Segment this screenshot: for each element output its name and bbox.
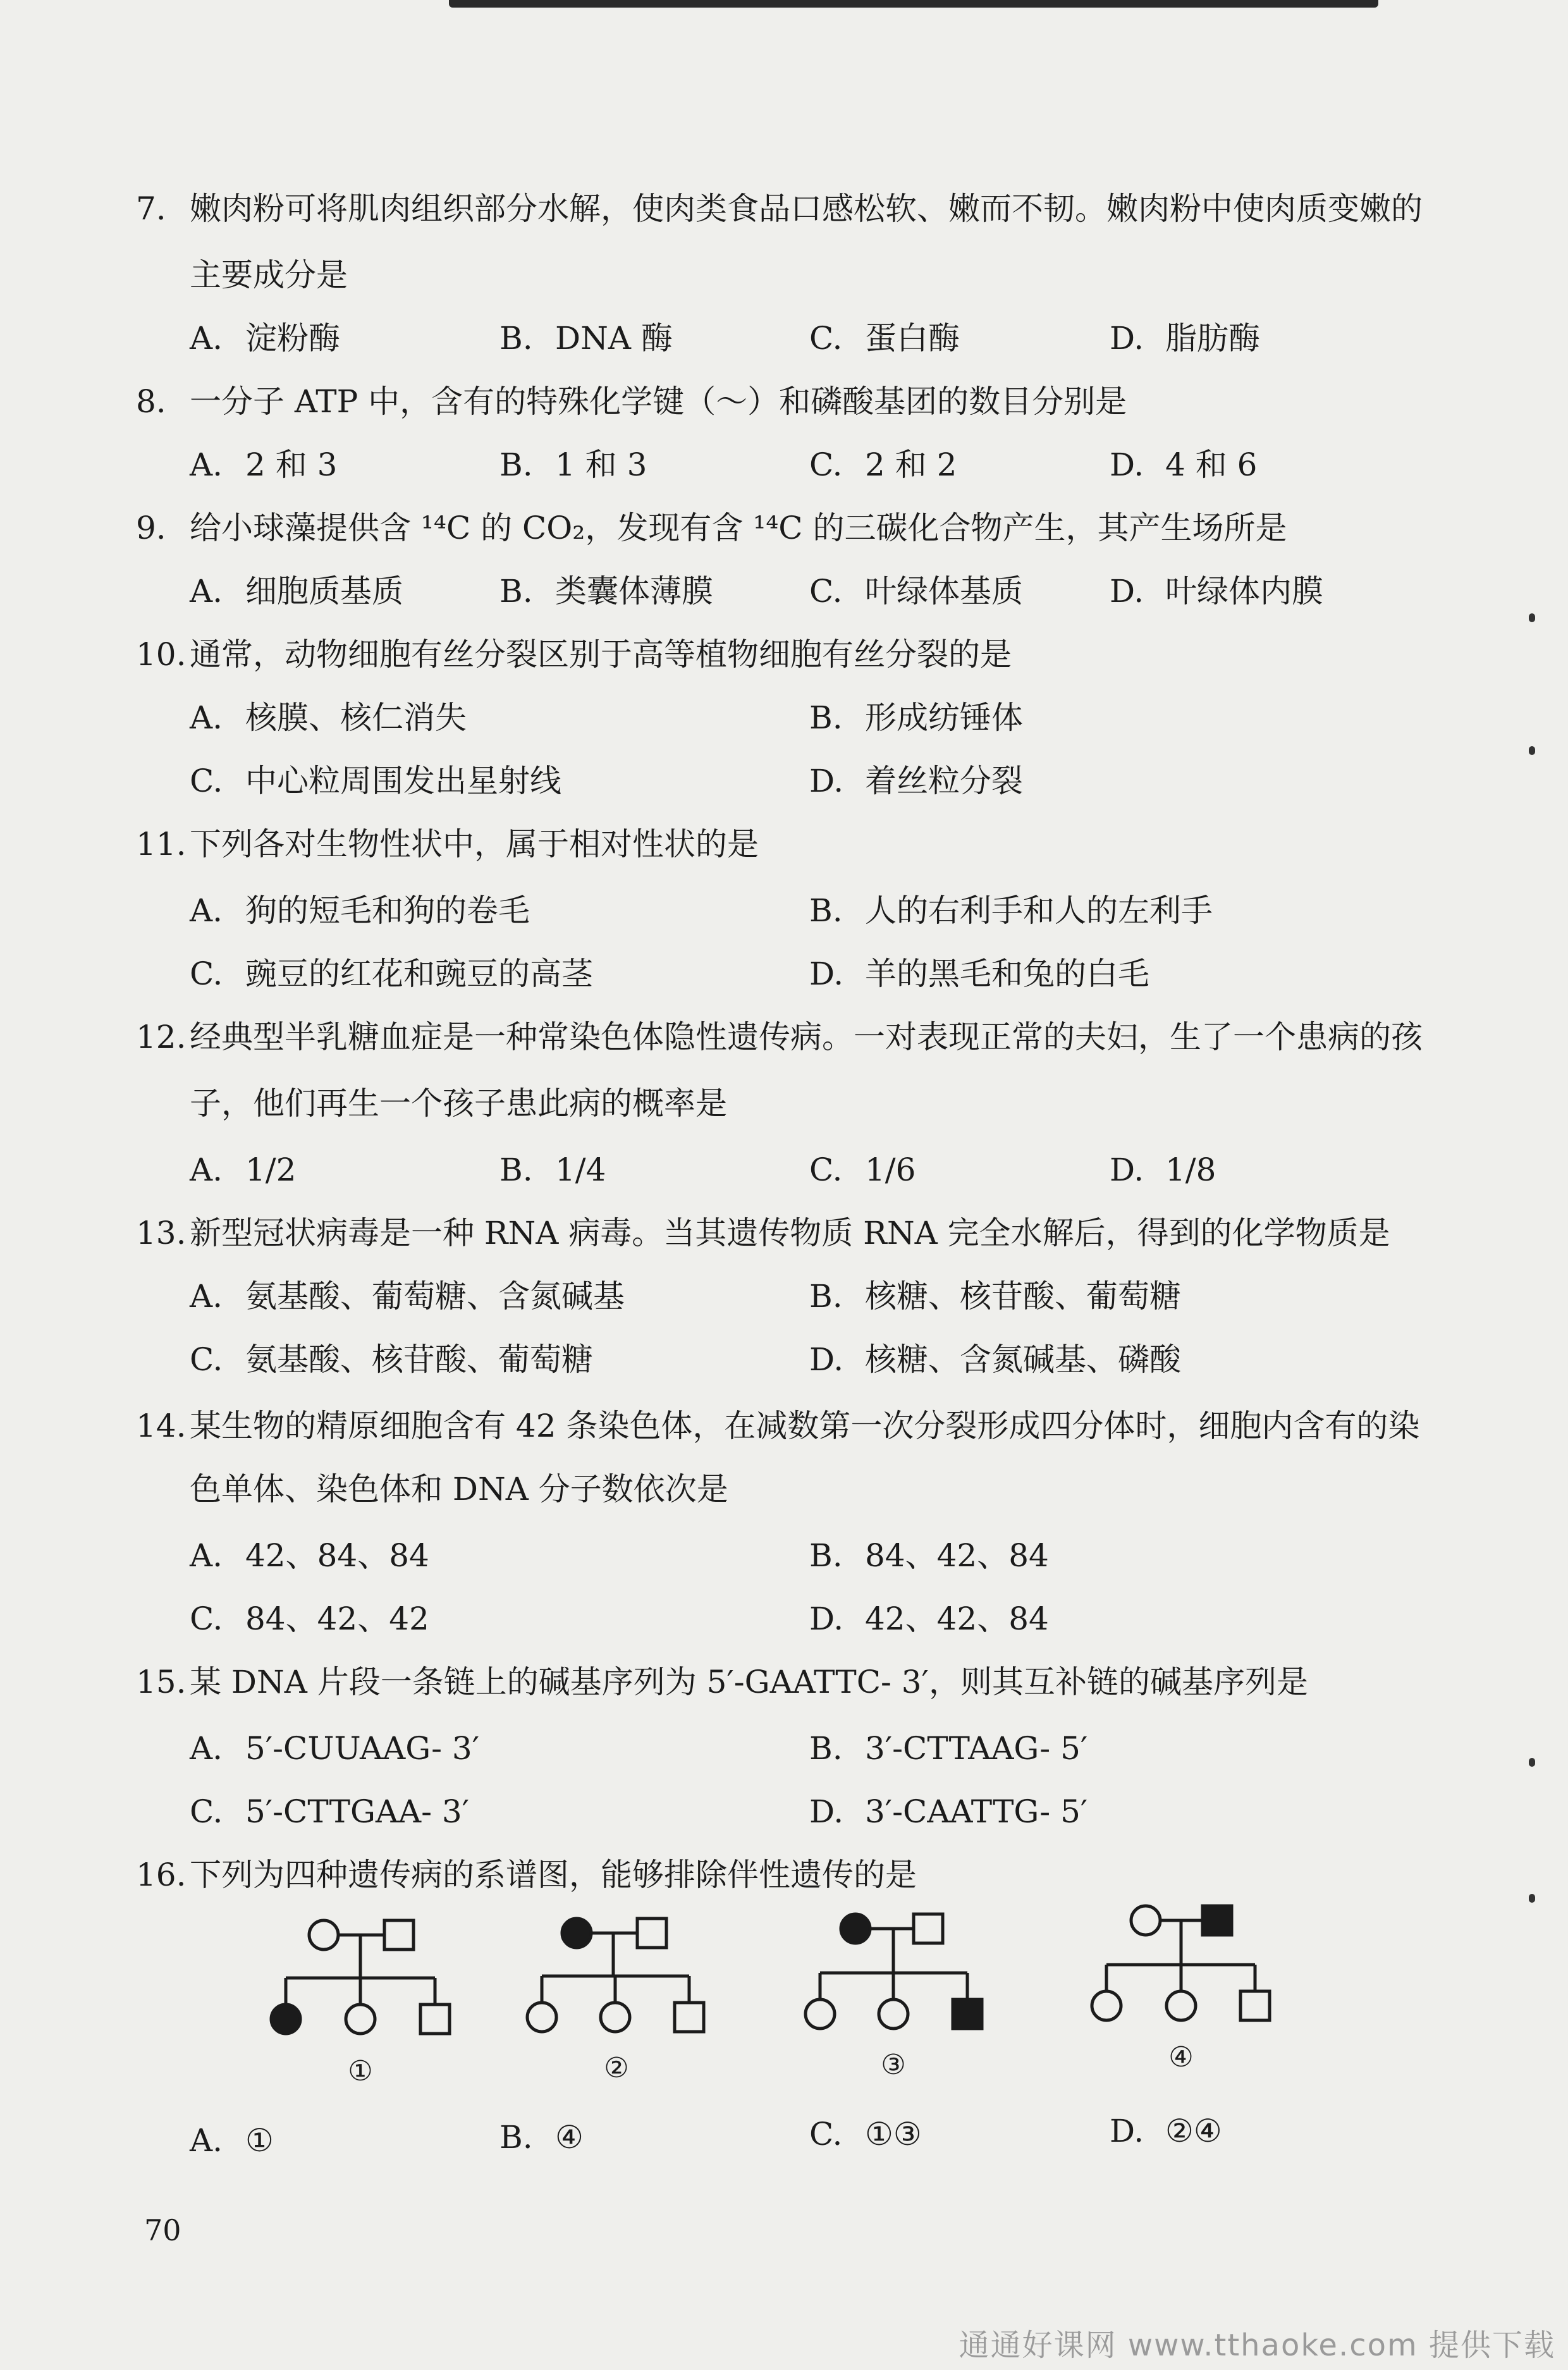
question-7: 7. 嫩肉粉可将肌肉组织部分水解，使肉类食品口感松软、嫩而不韧。嫩肉粉中使肉质变嫩的 [136,190,1423,227]
question-11: 11. 下列各对生物性状中，属于相对性状的是 [136,826,759,863]
q7-option-a[interactable]: A. 淀粉酶 [190,320,340,357]
binding-hole-mark [1529,1758,1535,1767]
question-8: 8. 一分子 ATP 中，含有的特殊化学键（～）和磷酸基团的数目分别是 [136,383,1127,420]
q10-option-c[interactable]: C. 中心粒周围发出星射线 [190,763,561,799]
q16-option-c[interactable]: C. ①③ [809,2116,922,2152]
q14-option-d[interactable]: D. 42、42、84 [809,1600,1049,1637]
q8-option-c[interactable]: C. 2 和 2 [809,446,957,483]
question-16: 16. 下列为四种遗传病的系谱图，能够排除伴性遗传的是 [136,1857,917,1893]
question-14: 14. 某生物的精原细胞含有 42 条染色体，在减数第一次分裂形成四分体时，细胞内含有的染 [136,1408,1420,1444]
q16-option-b[interactable]: B. ④ [499,2119,584,2156]
q8-option-a[interactable]: A. 2 和 3 [190,446,338,483]
pedigree-1-label: ① [348,2055,373,2087]
q9-option-b[interactable]: B. 类囊体薄膜 [499,573,713,610]
q7-option-d[interactable]: D. 脂肪酶 [1110,320,1260,357]
binding-hole-mark [1529,1894,1535,1903]
q9-option-d[interactable]: D. 叶绿体内膜 [1110,573,1323,610]
binding-hole-mark [1529,746,1535,755]
q16-option-d[interactable]: D. ②④ [1110,2113,1222,2149]
q12-option-d[interactable]: D. 1/8 [1110,1151,1216,1188]
q13-option-d[interactable]: D. 核糖、含氮碱基、磷酸 [809,1341,1181,1378]
q11-option-a[interactable]: A. 狗的短毛和狗的卷毛 [190,892,530,929]
pedigree-2 [527,1919,704,2032]
question-13: 13. 新型冠状病毒是一种 RNA 病毒。当其遗传物质 RNA 完全水解后，得到的化学物质是 [136,1215,1390,1251]
pedigree-3-label: ③ [881,2049,906,2081]
q7-option-c[interactable]: C. 蛋白酶 [809,320,960,357]
question-12-stem-cont: 子，他们再生一个孩子患此病的概率是 [190,1085,727,1122]
pedigree-4 [1092,1906,1270,2020]
q8-option-d[interactable]: D. 4 和 6 [1110,446,1258,483]
q15-option-a[interactable]: A. 5′-CUUAAG- 3′ [190,1730,480,1767]
page-number: 70 [144,2213,181,2247]
q11-option-c[interactable]: C. 豌豆的红花和豌豆的高茎 [190,955,593,992]
pedigree-4-label: ④ [1168,2041,1194,2073]
question-14-stem-cont: 色单体、染色体和 DNA 分子数依次是 [190,1471,728,1507]
q14-option-a[interactable]: A. 42、84、84 [190,1537,429,1574]
question-15: 15. 某 DNA 片段一条链上的碱基序列为 5′-GAATTC- 3′，则其互补链的碱基序列是 [136,1664,1308,1700]
q12-option-c[interactable]: C. 1/6 [809,1151,916,1188]
q16-option-a[interactable]: A. ① [190,2122,274,2159]
q11-option-d[interactable]: D. 羊的黑毛和兔的白毛 [809,955,1149,992]
pedigree-1 [271,1920,450,2034]
pedigree-3 [805,1914,982,2029]
q9-option-a[interactable]: A. 细胞质基质 [190,573,403,610]
pedigree-2-label: ② [604,2052,629,2084]
q13-option-a[interactable]: A. 氨基酸、葡萄糖、含氮碱基 [190,1278,625,1315]
watermark: 通通好课网 www.tthaoke.com 提供下载 [959,2328,1555,2363]
q10-option-b[interactable]: B. 形成纺锤体 [809,699,1023,736]
question-9: 9. 给小球藻提供含 ¹⁴C 的 CO₂，发现有含 ¹⁴C 的三碳化合物产生，其产生场所是 [136,510,1287,546]
q10-option-a[interactable]: A. 核膜、核仁消失 [190,699,467,736]
q13-option-c[interactable]: C. 氨基酸、核苷酸、葡萄糖 [190,1341,593,1378]
binding-hole-mark [1529,613,1535,622]
q10-option-d[interactable]: D. 着丝粒分裂 [809,763,1023,799]
q12-option-a[interactable]: A. 1/2 [190,1151,297,1188]
q15-option-b[interactable]: B. 3′-CTTAAG- 5′ [809,1730,1088,1767]
q14-option-b[interactable]: B. 84、42、84 [809,1537,1049,1574]
q11-option-b[interactable]: B. 人的右利手和人的左利手 [809,892,1213,929]
q14-option-c[interactable]: C. 84、42、42 [190,1600,429,1637]
q13-option-b[interactable]: B. 核糖、核苷酸、葡萄糖 [809,1278,1181,1315]
q15-option-d[interactable]: D. 3′-CAATTG- 5′ [809,1793,1088,1830]
question-7-stem-cont: 主要成分是 [190,257,348,293]
q15-option-c[interactable]: C. 5′-CTTGAA- 3′ [190,1793,470,1830]
question-12: 12. 经典型半乳糖血症是一种常染色体隐性遗传病。一对表现正常的夫妇，生了一个患病的孩 [136,1019,1423,1055]
q7-option-b[interactable]: B. DNA 酶 [499,320,673,357]
q9-option-c[interactable]: C. 叶绿体基质 [809,573,1023,610]
q8-option-b[interactable]: B. 1 和 3 [499,446,647,483]
question-10: 10. 通常，动物细胞有丝分裂区别于高等植物细胞有丝分裂的是 [136,636,1012,673]
q12-option-b[interactable]: B. 1/4 [499,1151,606,1188]
